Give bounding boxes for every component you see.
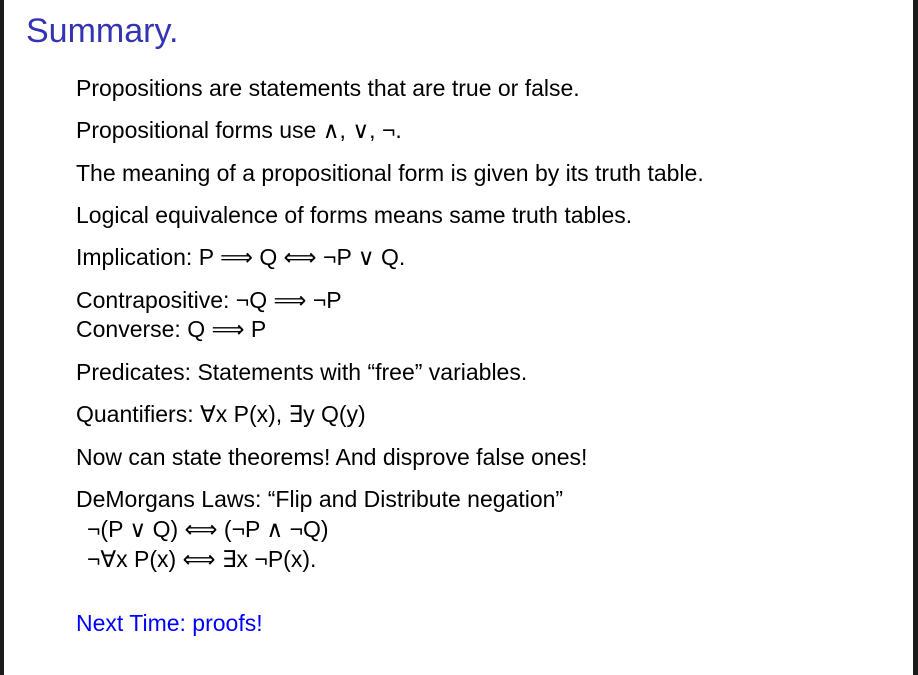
summary-line-propositions: Propositions are statements that are true or false. [76,75,580,101]
summary-line-theorems: Now can state theorems! And disprove false ones! [76,444,588,470]
demorgan-formula-forall: ¬∀x P(x) ⟺ ∃x ¬P(x). [87,546,317,572]
summary-line-meaning: The meaning of a propositional form is given by its truth table. [76,160,704,186]
summary-line-demorgans: DeMorgans Laws: “Flip and Distribute negation” [76,486,564,512]
demorgan-formula-or: ¬(P ∨ Q) ⟺ (¬P ∧ ¬Q) [87,516,329,542]
summary-line-contrapositive: Contrapositive: ¬Q ⟹ ¬P [76,287,342,313]
summary-line-equivalence: Logical equivalence of forms means same truth tables. [76,202,633,228]
next-time-note: Next Time: proofs! [76,610,263,636]
slide-title: Summary. [26,12,179,50]
slide-frame-right [913,0,918,675]
summary-line-predicates: Predicates: Statements with “free” variables. [76,359,528,385]
summary-line-converse: Converse: Q ⟹ P [76,316,267,342]
summary-line-quantifiers: Quantifiers: ∀x P(x), ∃y Q(y) [76,401,366,427]
summary-line-implication: Implication: P ⟹ Q ⟺ ¬P ∨ Q. [76,244,406,270]
slide-frame-left [0,0,4,675]
summary-line-forms: Propositional forms use ∧, ∨, ¬. [76,117,402,143]
